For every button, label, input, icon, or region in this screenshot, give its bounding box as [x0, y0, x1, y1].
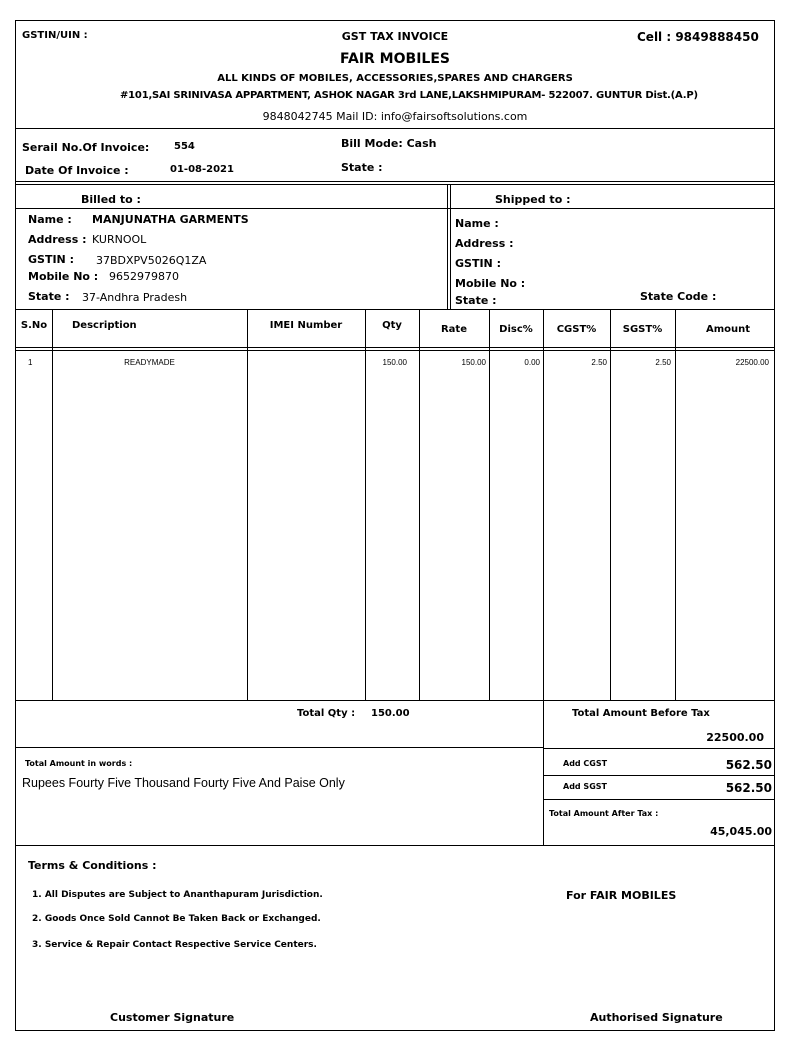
col-imei: IMEI Number — [269, 320, 343, 331]
col-sgst: SGST% — [622, 324, 663, 335]
shop-tagline: ALL KINDS OF MOBILES, ACCESSORIES,SPARES AND CHARGERS — [217, 73, 573, 84]
authorised-signature: Authorised Signature — [590, 1011, 723, 1024]
customer-signature: Customer Signature — [110, 1011, 235, 1024]
terms-item-2: 2. Goods Once Sold Cannot Be Taken Back or Exchanged. — [32, 914, 321, 924]
shop-name: FAIR MOBILES — [340, 51, 450, 67]
cgst-value: 562.50 — [725, 758, 772, 772]
shipped-mobile-label: Mobile No : — [455, 277, 526, 290]
date-label: Date Of Invoice : — [25, 164, 129, 177]
billed-gstin-label: GSTIN : — [28, 253, 74, 266]
shipped-state-code-label: State Code : — [640, 290, 717, 303]
after-tax-value: 45,045.00 — [710, 825, 772, 838]
row-amount: 22500.00 — [735, 358, 769, 367]
row-rate: 150.00 — [461, 358, 486, 367]
terms-heading: Terms & Conditions : — [28, 859, 157, 872]
words-label: Total Amount in words : — [25, 759, 133, 768]
words-value: Rupees Fourty Five Thousand Fourty Five And Paise Only — [22, 776, 345, 790]
col-rate: Rate — [440, 324, 467, 335]
sgst-value: 562.50 — [725, 781, 772, 795]
total-qty-value: 150.00 — [371, 708, 410, 719]
col-cgst: CGST% — [556, 324, 597, 335]
bill-mode: Bill Mode: Cash — [341, 137, 437, 150]
billed-state-label: State : — [28, 290, 70, 303]
for-company: For FAIR MOBILES — [566, 889, 677, 902]
total-qty-label: Total Qty : — [297, 708, 356, 719]
shop-contact: 9848042745 Mail ID: info@fairsoftsolutions.com — [262, 110, 528, 123]
row-sno: 1 — [28, 358, 33, 367]
col-sno: S.No — [20, 320, 48, 331]
before-tax-label: Total Amount Before Tax — [572, 708, 710, 719]
serial-value: 554 — [174, 141, 195, 152]
after-tax-label: Total Amount After Tax : — [549, 809, 659, 818]
billed-mobile-value: 9652979870 — [109, 270, 179, 283]
row-description: READYMADE — [124, 358, 175, 367]
gstin-label: GSTIN/UIN : — [22, 30, 88, 41]
billed-gstin-value: 37BDXPV5026Q1ZA — [96, 254, 207, 267]
row-cgst: 2.50 — [591, 358, 607, 367]
cell-number: Cell : 9849888450 — [637, 30, 759, 44]
row-disc: 0.00 — [524, 358, 540, 367]
invoice-type: GST TAX INVOICE — [341, 30, 449, 43]
billed-heading: Billed to : — [81, 193, 141, 206]
before-tax-value: 22500.00 — [706, 731, 764, 744]
row-qty: 150.00 — [382, 358, 407, 367]
meta-state-label: State : — [341, 161, 383, 174]
billed-address-value: KURNOOL — [92, 233, 147, 246]
shop-address: #101,SAI SRINIVASA APPARTMENT, ASHOK NAGAR 3rd LANE,LAKSHMIPURAM- 522007. GUNTUR Dist.(A.P) — [120, 90, 698, 101]
col-qty: Qty — [382, 320, 402, 331]
cgst-label: Add CGST — [563, 759, 608, 768]
shipped-address-label: Address : — [455, 237, 514, 250]
shipped-gstin-label: GSTIN : — [455, 257, 501, 270]
sgst-label: Add SGST — [563, 782, 607, 791]
row-sgst: 2.50 — [655, 358, 671, 367]
col-amount: Amount — [705, 324, 751, 335]
shipped-heading: Shipped to : — [495, 193, 571, 206]
date-value: 01-08-2021 — [170, 164, 234, 175]
shipped-name-label: Name : — [455, 217, 499, 230]
col-description: Description — [72, 320, 137, 331]
terms-item-3: 3. Service & Repair Contact Respective Service Centers. — [32, 940, 317, 950]
terms-item-1: 1. All Disputes are Subject to Ananthapuram Jurisdiction. — [32, 890, 323, 900]
col-disc: Disc% — [499, 324, 533, 335]
shipped-state-label: State : — [455, 294, 497, 307]
billed-state-value: 37-Andhra Pradesh — [82, 291, 188, 304]
serial-label: Serail No.Of Invoice: — [22, 141, 150, 154]
billed-name-value: MANJUNATHA GARMENTS — [92, 213, 249, 226]
billed-mobile-label: Mobile No : — [28, 270, 99, 283]
billed-address-label: Address : — [28, 233, 87, 246]
billed-name-label: Name : — [28, 213, 72, 226]
